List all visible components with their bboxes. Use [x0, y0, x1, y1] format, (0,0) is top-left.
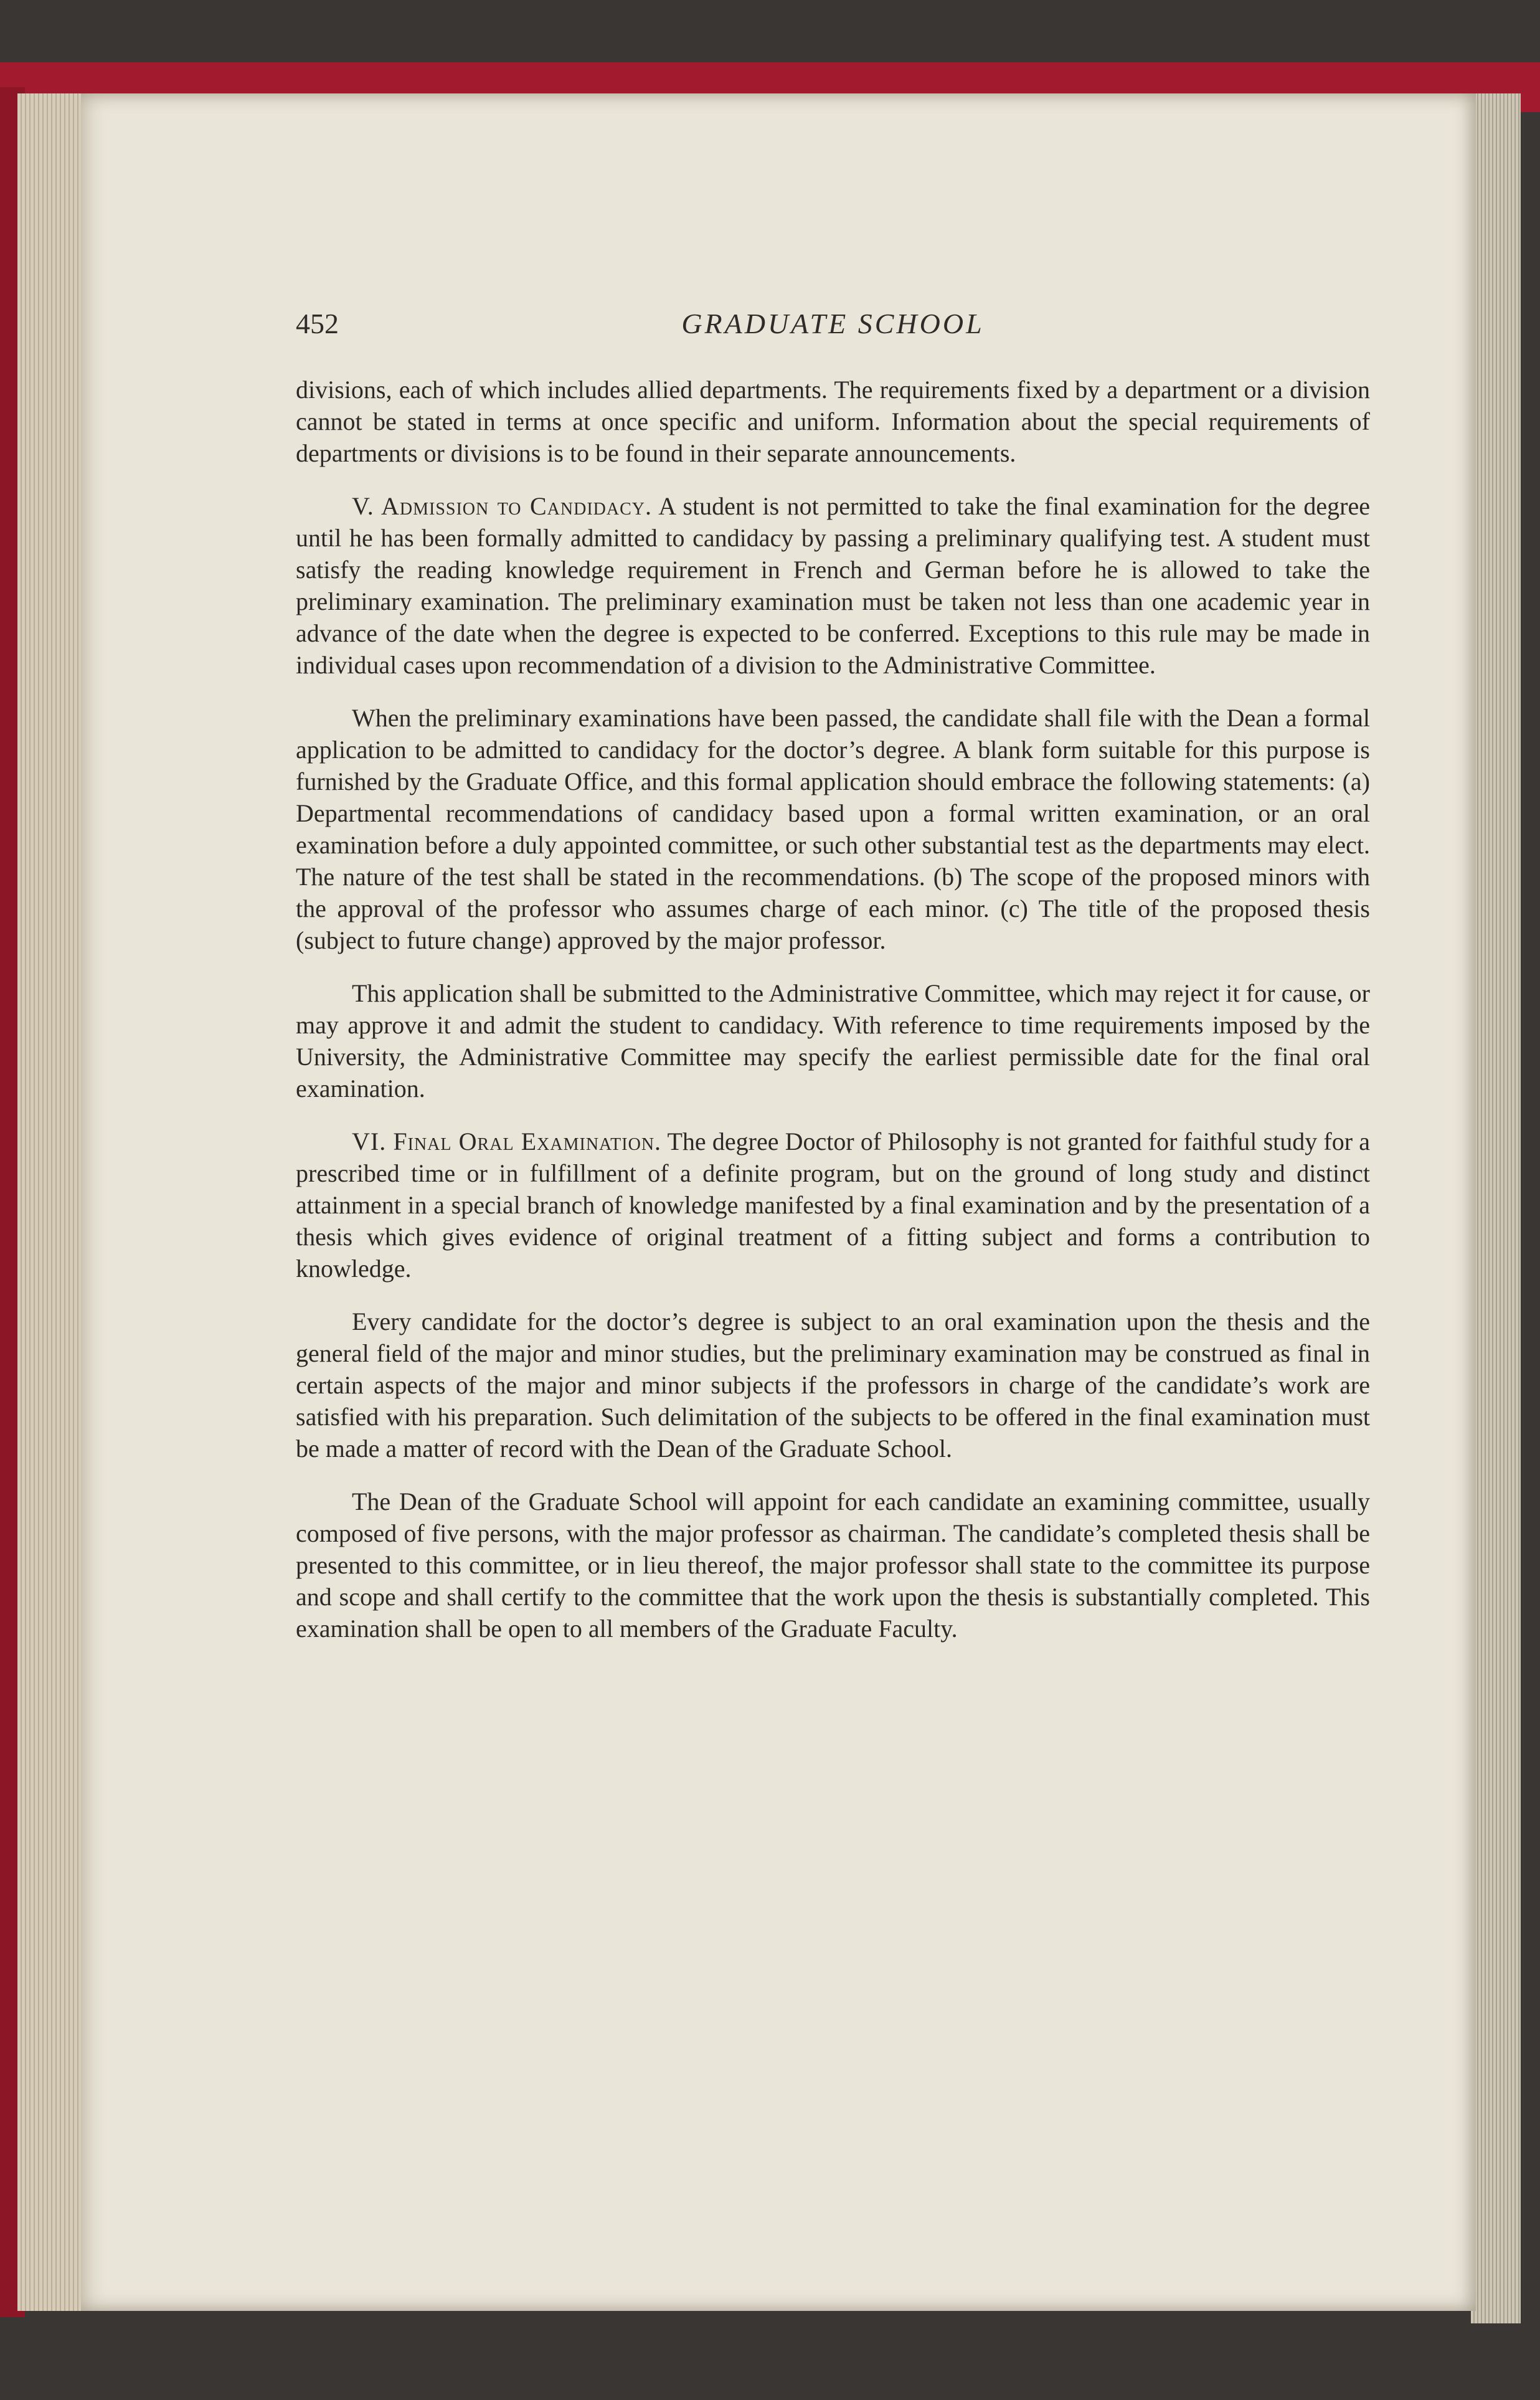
- paragraph-text: When the preliminary examinations have been passed, the candidate shall file with the Dean a formal application to be admitted to candidacy for the doctor’s degree. A blank form suitable for this purpose is furnished by the Graduate Office, and this formal application should embrace the following statements: (a) Departmental recommendations of candidacy based upon a formal written examination, or an oral examination before a duly appointed committee, or such other substantial test as the departments may elect. The nature of the test shall be stated in the recommendations. (b) The scope of the proposed minors with the approval of the professor who assumes charge of each minor. (c) The title of the proposed thesis (subject to future change) approved by the major professor.: [296, 704, 1370, 954]
- paragraph-text: This application shall be submitted to the Administrative Committee, which may reject it for cause, or may approve it and admit the student to candidacy. With reference to time requirements imposed by the University, the Administrative Committee may specify the earliest permissible date for the final oral examination.: [296, 979, 1370, 1103]
- section-heading: V. Admission to Candidacy.: [352, 492, 653, 520]
- page-body: [296, 374, 1370, 1666]
- paragraph: [296, 977, 1370, 1104]
- paragraph-text: A student is not permitted to take the final examination for the degree until he has been formally admitted to candidacy by passing a preliminary qualifying test. A student must satisfy the reading knowledge requirement in French and German before he is allowed to take the preliminary examination. The preliminary examination must be taken not less than one academic year in advance of the date when the degree is expected to be conferred. Exceptions to this rule may be made in individual cases upon recommendation of a division to the Administrative Committee.: [296, 492, 1370, 679]
- paragraph: [296, 1126, 1370, 1284]
- page-header: [296, 305, 1370, 349]
- paragraph: [296, 1306, 1370, 1464]
- paragraph: [296, 374, 1370, 469]
- paragraph-text: Every candidate for the doctor’s degree is subject to an oral examination upon the thesis and the general field of the major and minor studies, but the preliminary examination may be construed as final in certain aspects of the major and minor subjects if the professors in charge of the candidate’s work are satisfied with his preparation. Such delimitation of the subjects to be offered in the final examination must be made a matter of record with the Dean of the Graduate School.: [296, 1307, 1370, 1463]
- page-edges-right: [1471, 93, 1521, 2323]
- paragraph-text: The degree Doctor of Philosophy is not granted for faithful study for a prescribed time or in fulfillment of a definite program, but on the ground of long study and distinct attainment in a special branch of knowledge manifested by a final examination and by the presentation of a thesis which gives evidence of original treatment of a fitting subject and forms a contribution to knowledge.: [296, 1127, 1370, 1283]
- running-head: GRADUATE SCHOOL: [681, 308, 985, 339]
- paragraph: [296, 1486, 1370, 1644]
- paragraph-text: The Dean of the Graduate School will appoint for each candidate an examining committee, usually composed of five persons, with the major professor as chairman. The candidate’s completed thesis shall be presented to this committee, or in lieu thereof, the major professor shall state to the committee its purpose and scope and shall certify to the committee that the work upon the thesis is substantially completed. This examination shall be open to all members of the Graduate Faculty.: [296, 1487, 1370, 1643]
- page-edges-left: [17, 93, 86, 2311]
- paragraph: [296, 702, 1370, 956]
- page-number: 452: [296, 308, 339, 339]
- paragraph: [296, 490, 1370, 681]
- paragraph-text: divisions, each of which includes allied departments. The requirements fixed by a department or a division cannot be stated in terms at once specific and uniform. Information about the special requirements of departments or divisions is to be found in their separate announcements.: [296, 376, 1370, 467]
- section-heading: VI. Final Oral Examination.: [352, 1127, 662, 1155]
